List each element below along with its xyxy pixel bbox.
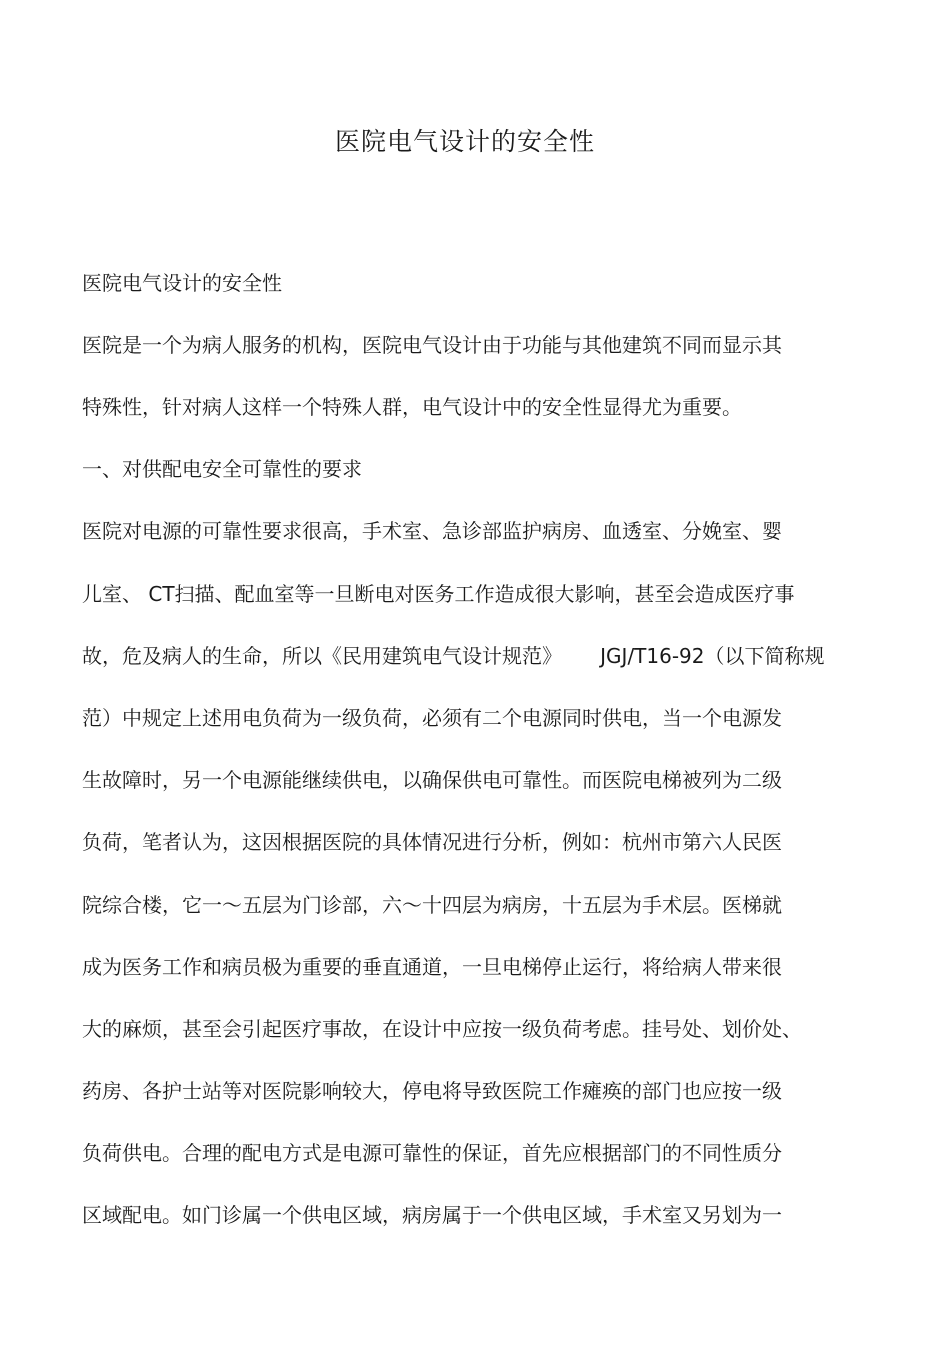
body-line: 范）中规定上述用电负荷为一级负荷，必须有二个电源同时供电，当一个电源发 [82,706,782,730]
body-line: 院综合楼，它一～五层为门诊部，六～十四层为病房，十五层为手术层。医梯就 [82,893,782,917]
body-line: 负荷供电。合理的配电方式是电源可靠性的保证，首先应根据部门的不同性质分 [82,1141,782,1165]
document-title: 医院电气设计的安全性 [334,127,595,156]
body-line: 特殊性，针对病人这样一个特殊人群，电气设计中的安全性显得尤为重要。 [82,395,742,419]
body-line: 负荷，笔者认为，这因根据医院的具体情况进行分析，例如：杭州市第六人民医 [82,830,782,854]
body-line: 药房、各护士站等对医院影响较大，停电将导致医院工作瘫痪的部门也应按一级 [82,1079,782,1103]
body-line: 故，危及病人的生命，所以《民用建筑电气设计规范》 JGJ/T16-92（以下简称规 [82,644,825,668]
body-line: 区域配电。如门诊属一个供电区域，病房属于一个供电区域，手术室又另划为一 [82,1203,782,1227]
body-line: 成为医务工作和病员极为重要的垂直通道，一旦电梯停止运行，将给病人带来很 [82,955,782,979]
section-heading: 医院电气设计的安全性 [82,271,282,295]
section-heading: 一、对供配电安全可靠性的要求 [82,457,362,481]
body-line: 生故障时，另一个电源能继续供电，以确保供电可靠性。而医院电梯被列为二级 [82,768,782,792]
body-line: 大的麻烦，甚至会引起医疗事故，在设计中应按一级负荷考虑。挂号处、划价处、 [82,1017,802,1041]
body-line: 儿室、 CT扫描、配血室等一旦断电对医务工作造成很大影响，甚至会造成医疗事 [82,582,795,606]
body-line: 医院对电源的可靠性要求很高，手术室、急诊部监护病房、血透室、分娩室、婴 [82,519,782,543]
body-line: 医院是一个为病人服务的机构，医院电气设计由于功能与其他建筑不同而显示其 [82,333,782,357]
